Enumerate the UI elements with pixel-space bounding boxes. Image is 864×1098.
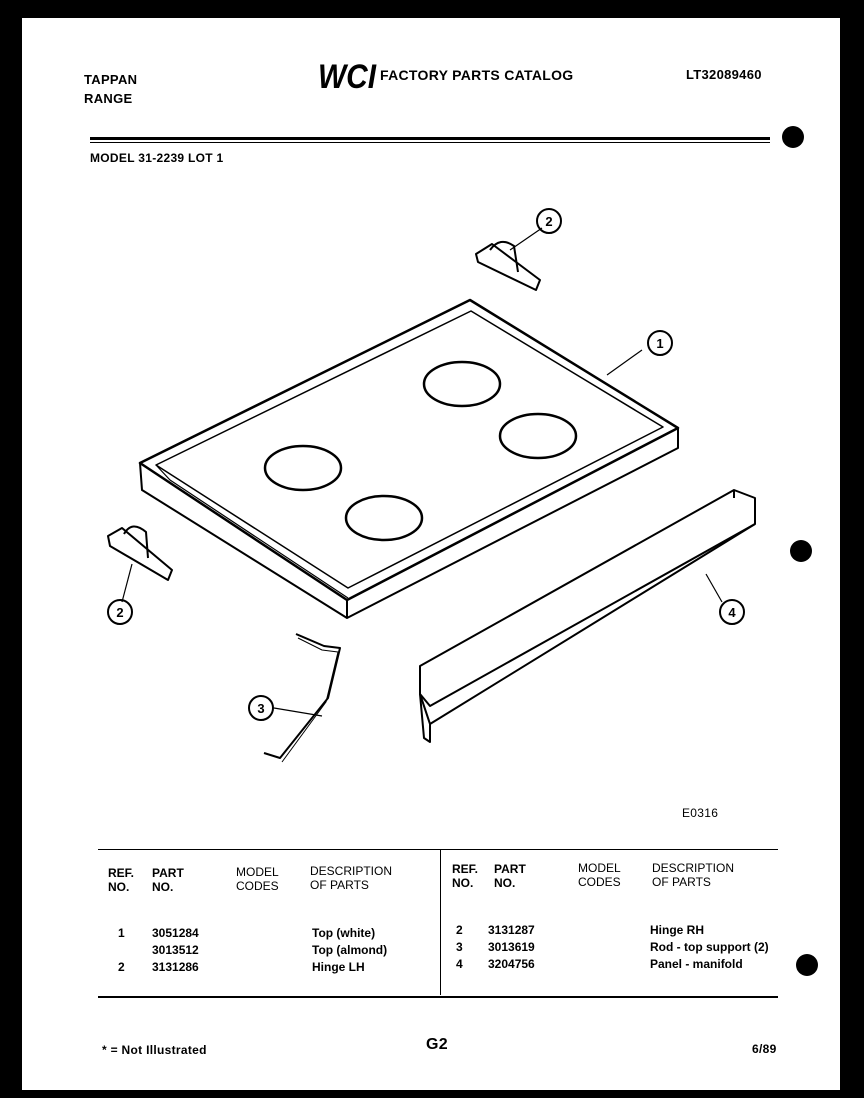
- ref-number: 4: [456, 957, 463, 971]
- table-bottom-rule: [98, 996, 778, 998]
- callout-label-4: 4: [728, 605, 736, 620]
- callout-label-2-top: 2: [545, 214, 553, 229]
- catalog-page: [22, 18, 840, 1090]
- left-header-part-line1: PART: [152, 866, 184, 880]
- hinge-lh-part: [108, 526, 172, 580]
- footer-note: * = Not Illustrated: [102, 1043, 207, 1057]
- ref-number: 2: [456, 923, 463, 937]
- ref-number: 3: [456, 940, 463, 954]
- part-number: 3051284: [152, 926, 199, 940]
- part-number: 3131286: [152, 960, 199, 974]
- brand-line1: TAPPAN: [84, 72, 138, 87]
- right-header-desc-line1: DESCRIPTION: [652, 861, 735, 875]
- right-header-ref: [452, 862, 478, 890]
- hinge-rh-part: [476, 242, 540, 290]
- part-description: Top (white): [312, 926, 376, 940]
- drawing-code: E0316: [682, 806, 719, 820]
- table-divider: [440, 849, 441, 995]
- callout-label-1: 1: [656, 336, 664, 351]
- part-description: Hinge LH: [312, 960, 365, 974]
- right-header-model-line1: MODEL: [578, 861, 621, 875]
- callout-label-3: 3: [257, 701, 265, 716]
- binder-hole-bottom: [796, 954, 818, 976]
- right-header-part: [494, 862, 526, 890]
- logo-text: WCI: [318, 58, 378, 92]
- right-header-ref-line2: NO.: [452, 876, 474, 890]
- left-header-part: [152, 866, 184, 894]
- page-number: G2: [426, 1036, 448, 1053]
- ref-number: 1: [118, 926, 125, 940]
- left-header-ref: [108, 866, 134, 894]
- manifold-panel-part: [420, 490, 755, 742]
- part-number: 3013619: [488, 940, 535, 954]
- left-header-desc: [310, 864, 392, 892]
- right-header-part-line1: PART: [494, 862, 526, 876]
- cooktop-part: [140, 300, 678, 618]
- print-date: 6/89: [752, 1042, 777, 1056]
- left-header-model-line1: MODEL: [236, 865, 279, 879]
- part-description: Top (almond): [312, 943, 388, 957]
- part-number: 3204756: [488, 957, 535, 971]
- catalog-number: LT32089460: [686, 67, 762, 82]
- right-header-model-line2: CODES: [578, 875, 621, 889]
- right-header-part-line2: NO.: [494, 876, 516, 890]
- model-line: MODEL 31-2239 LOT 1: [90, 151, 224, 165]
- right-header-desc: [652, 861, 734, 889]
- part-number: 3013512: [152, 943, 199, 957]
- left-header-desc-line2: OF PARTS: [310, 878, 369, 892]
- right-header-ref-line1: REF.: [452, 862, 479, 876]
- support-rod-part: [264, 634, 340, 762]
- right-header-desc-line2: OF PARTS: [652, 875, 711, 889]
- parts-diagram: [22, 18, 840, 818]
- table-top-rule: [98, 849, 778, 850]
- part-description: Rod - top support (2): [650, 940, 769, 954]
- left-header-model: [236, 865, 279, 893]
- left-header-ref-line2: NO.: [108, 880, 130, 894]
- brand-line2: RANGE: [84, 91, 133, 106]
- ref-number: 2: [118, 960, 125, 974]
- left-header-model-line2: CODES: [236, 879, 279, 893]
- left-header-part-line2: NO.: [152, 880, 174, 894]
- catalog-title: FACTORY PARTS CATALOG: [380, 67, 574, 83]
- part-description: Panel - manifold: [650, 957, 743, 971]
- part-description: Hinge RH: [650, 923, 704, 937]
- right-header-model: [578, 861, 621, 889]
- part-number: 3131287: [488, 923, 535, 937]
- left-header-ref-line1: REF.: [108, 866, 135, 880]
- callout-label-2-left: 2: [116, 605, 124, 620]
- left-header-desc-line1: DESCRIPTION: [310, 864, 393, 878]
